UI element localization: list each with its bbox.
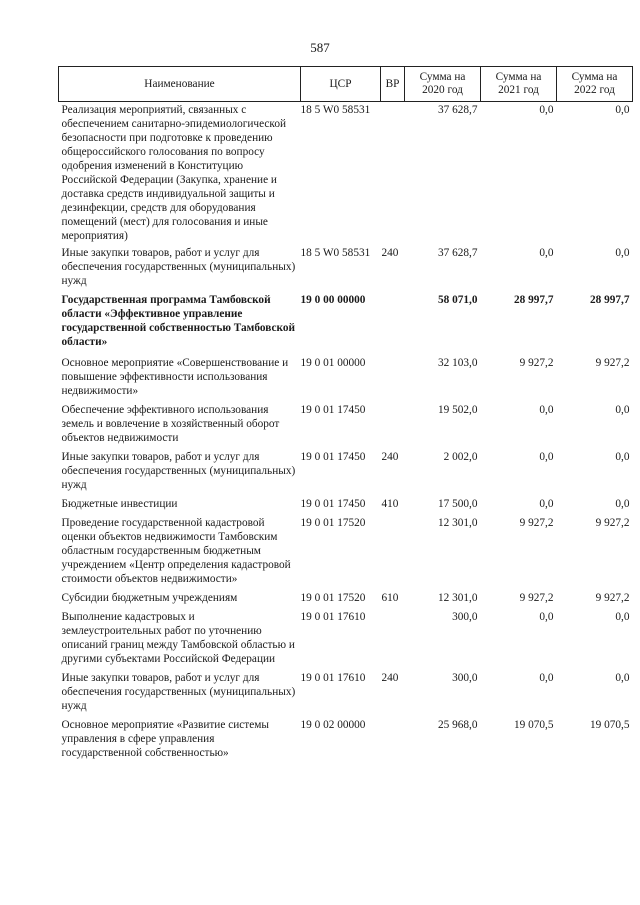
- row-vr: [381, 717, 405, 760]
- row-sum-2020: 37 628,7: [437, 247, 478, 259]
- row-sum-2022: 19 070,5: [589, 719, 630, 731]
- row-name: Основное мероприятие «Развитие системы управления в сфере управления государственной собственностью»: [61, 719, 269, 759]
- row-sum-2021: 0,0: [539, 404, 554, 416]
- row-name: Иные закупки товаров, работ и услуг для обеспечения государственных (муниципальных) нужд: [61, 451, 296, 491]
- row-sum-2021: 9 927,2: [519, 517, 554, 529]
- row-sum-2022: 0,0: [615, 672, 630, 684]
- row-sum-2022: 0,0: [615, 104, 630, 116]
- row-vr: 610: [381, 592, 399, 604]
- header-sum-2020: Сумма на 2020 год: [405, 67, 481, 102]
- row-vr: [381, 402, 405, 449]
- row-sum-2022: 0,0: [615, 498, 630, 510]
- row-csr: 19 0 01 17520: [300, 517, 366, 529]
- table-row: [59, 449, 633, 496]
- row-name: Реализация мероприятий, связанных с обеспечением санитарно-эпидемиологической безопасности при подготовке к проведению общероссийского голосования по вопросу одобрения изменений в Конституцию Российской Федерации (Закупка, хранение и доставка средств индивидуальной защиты и дезинфекции, средств для оборудования помещений (мест) для голосования и иные мероприятия): [61, 104, 287, 242]
- table-row: [59, 496, 633, 515]
- table-row: [59, 402, 633, 449]
- table-row: [59, 102, 633, 246]
- row-sum-2021: 0,0: [539, 104, 554, 116]
- row-sum-2021: 0,0: [539, 672, 554, 684]
- row-sum-2020: 12 301,0: [437, 592, 478, 604]
- row-csr: 18 5 W0 58531: [300, 104, 371, 116]
- header-sum-2022: Сумма на 2022 год: [557, 67, 633, 102]
- row-sum-2021: 0,0: [539, 611, 554, 623]
- row-sum-2020: 58 071,0: [437, 294, 478, 306]
- row-sum-2021: 0,0: [539, 247, 554, 259]
- row-name: Государственная программа Тамбовской области «Эффективное управление государственной собственностью Тамбовской области»: [61, 294, 296, 348]
- row-csr: 19 0 01 17520: [300, 592, 366, 604]
- row-sum-2021: 19 070,5: [513, 719, 554, 731]
- budget-table: [58, 66, 633, 760]
- row-name: Проведение государственной кадастровой оценки объектов недвижимости Тамбовским областным государственным бюджетным учреждением «Центр определения кадастровой стоимости объектов недвижимости»: [61, 517, 291, 585]
- table-row: [59, 355, 633, 402]
- row-sum-2020: 19 502,0: [437, 404, 478, 416]
- row-sum-2020: 2 002,0: [443, 451, 478, 463]
- row-vr: [381, 515, 405, 590]
- table-row: [59, 670, 633, 717]
- row-sum-2022: 9 927,2: [595, 592, 630, 604]
- header-csr: ЦСР: [301, 67, 381, 102]
- row-name: Основное мероприятие «Совершенствование и повышение эффективности использования недвижимости»: [61, 357, 289, 397]
- row-sum-2020: 17 500,0: [437, 498, 478, 510]
- row-sum-2021: 9 927,2: [519, 592, 554, 604]
- row-csr: 19 0 01 17610: [300, 672, 366, 684]
- table-row: [59, 292, 633, 355]
- row-sum-2021: 0,0: [539, 498, 554, 510]
- row-sum-2020: 25 968,0: [437, 719, 478, 731]
- row-sum-2021: 9 927,2: [519, 357, 554, 369]
- table-row: [59, 515, 633, 590]
- row-vr: 240: [381, 247, 399, 259]
- table-row: [59, 590, 633, 609]
- row-sum-2022: 0,0: [615, 404, 630, 416]
- row-sum-2020: 37 628,7: [437, 104, 478, 116]
- row-csr: 19 0 01 17450: [300, 451, 366, 463]
- row-vr: 410: [381, 498, 399, 510]
- row-csr: 19 0 02 00000: [300, 719, 366, 731]
- row-vr: [381, 355, 405, 402]
- row-csr: 18 5 W0 58531: [300, 247, 371, 259]
- page-number: 587: [310, 40, 330, 55]
- row-sum-2022: 0,0: [615, 247, 630, 259]
- row-sum-2021: 28 997,7: [513, 294, 554, 306]
- table-header: [59, 67, 633, 102]
- row-csr: 19 0 01 00000: [300, 357, 366, 369]
- row-csr: 19 0 01 17610: [300, 611, 366, 623]
- table-row: [59, 717, 633, 760]
- header-sum-2021: Сумма на 2021 год: [481, 67, 557, 102]
- row-vr: [381, 102, 405, 246]
- row-name: Иные закупки товаров, работ и услуг для обеспечения государственных (муниципальных) нужд: [61, 672, 296, 712]
- row-vr: [381, 292, 405, 355]
- row-sum-2020: 300,0: [452, 611, 478, 623]
- row-sum-2022: 28 997,7: [589, 294, 630, 306]
- row-sum-2022: 0,0: [615, 451, 630, 463]
- row-csr: 19 0 01 17450: [300, 498, 366, 510]
- row-sum-2020: 32 103,0: [437, 357, 478, 369]
- row-name: Субсидии бюджетным учреждениям: [61, 592, 238, 604]
- header-vr: ВР: [381, 67, 405, 102]
- table-row: [59, 609, 633, 670]
- row-sum-2021: 0,0: [539, 451, 554, 463]
- row-name: Выполнение кадастровых и землеустроительных работ по уточнению описаний границ между Тамбовской областью и другими субъектами Российской Федерации: [61, 611, 295, 665]
- row-sum-2022: 0,0: [615, 611, 630, 623]
- row-name: Обеспечение эффективного использования земель и вовлечение в хозяйственный оборот объектов недвижимости: [61, 404, 280, 444]
- row-sum-2022: 9 927,2: [595, 517, 630, 529]
- row-name: Иные закупки товаров, работ и услуг для обеспечения государственных (муниципальных) нужд: [61, 247, 296, 287]
- row-sum-2022: 9 927,2: [595, 357, 630, 369]
- row-sum-2020: 12 301,0: [437, 517, 478, 529]
- row-name: Бюджетные инвестиции: [61, 498, 178, 510]
- table-row: [59, 245, 633, 292]
- row-vr: 240: [381, 451, 399, 463]
- header-name: Наименование: [59, 67, 301, 102]
- table-body: [59, 102, 633, 761]
- row-vr: 240: [381, 672, 399, 684]
- row-csr: 19 0 00 00000: [300, 294, 366, 306]
- row-vr: [381, 609, 405, 670]
- row-sum-2020: 300,0: [452, 672, 478, 684]
- row-csr: 19 0 01 17450: [300, 404, 366, 416]
